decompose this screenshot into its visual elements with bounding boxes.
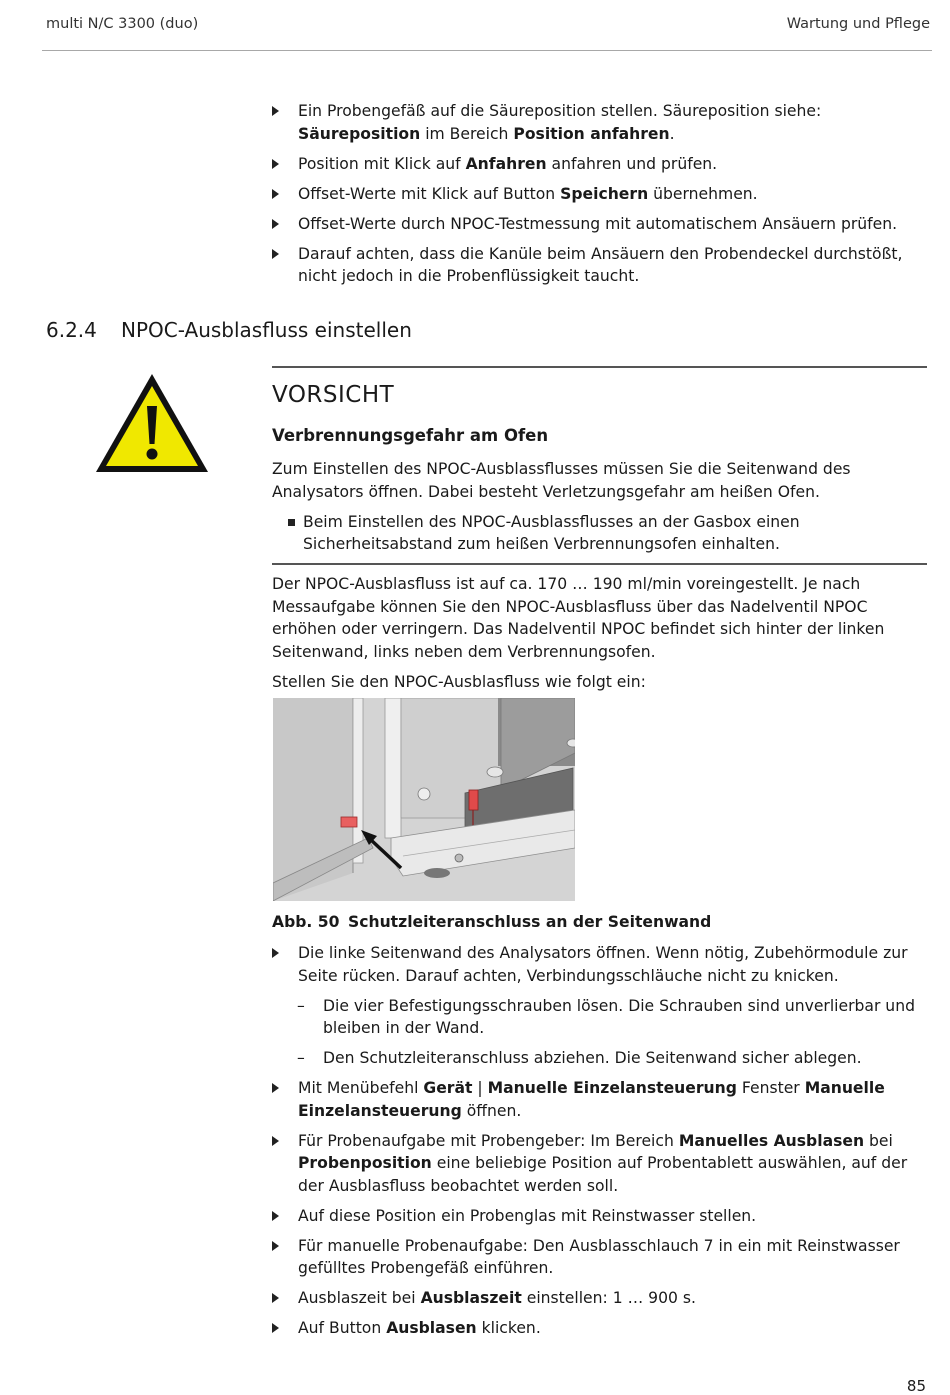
step-emphasis: Anfahren — [465, 154, 547, 173]
substep-item — [272, 995, 928, 1040]
step-item — [272, 1235, 928, 1280]
device-sidewall-illustration — [273, 698, 575, 901]
step-run: Offset-Werte mit Klick auf Button — [298, 184, 561, 203]
header-divider — [42, 50, 932, 51]
warning-body — [272, 458, 928, 556]
warning-bullet-text: Beim Einstellen des NPOC-Ausblassflusses an der Gasbox einen Sicherheitsabstand zum heißen Verbrennungsofen einhalten. — [303, 512, 800, 553]
intro-block — [272, 573, 928, 701]
arrow-bullet-icon — [272, 249, 279, 259]
step-run: Für Probenaufgabe mit Probengeber: Im Bereich — [298, 1131, 679, 1150]
step-run: Fenster — [736, 1079, 805, 1097]
step-run: Auf diese Position ein Probenglas mit Reinstwasser stellen. — [298, 1206, 757, 1225]
arrow-bullet-icon — [272, 106, 279, 116]
arrow-bullet-icon — [272, 159, 279, 169]
step-item — [272, 213, 928, 236]
warning-top-rule — [272, 366, 927, 368]
step-run: Offset-Werte durch NPOC-Testmessung mit automatischem Ansäuern prüfen. — [298, 214, 898, 233]
arrow-bullet-icon — [272, 1211, 279, 1221]
step-emphasis: Ausblaszeit — [420, 1289, 522, 1307]
step-run: anfahren und prüfen. — [546, 154, 718, 173]
step-text — [298, 245, 902, 286]
step-run: bei — [864, 1131, 893, 1150]
step-item — [272, 100, 928, 145]
figure-number: Abb. 50 — [272, 913, 340, 931]
step-emphasis: Manuelles Ausblasen — [678, 1131, 865, 1150]
arrow-bullet-icon — [272, 189, 279, 199]
step-item — [272, 183, 928, 206]
warning-signal-word: VORSICHT — [272, 382, 395, 408]
step-run: Ausblaszeit bei — [298, 1289, 421, 1307]
top-step-list — [272, 100, 928, 295]
step-run: klicken. — [476, 1319, 541, 1337]
step-text — [298, 155, 717, 173]
running-header-title: multi N/C 3300 (duo) — [46, 16, 199, 32]
figure-caption-text: Schutzleiteranschluss an der Seitenwand — [348, 913, 712, 931]
step-text — [298, 1079, 885, 1120]
section-number: 6.2.4 — [46, 318, 97, 342]
step-run: | — [472, 1079, 488, 1097]
arrow-bullet-icon — [272, 1323, 279, 1333]
step-item — [272, 942, 928, 987]
page-number: 85 — [906, 1377, 926, 1395]
step-item — [272, 1205, 928, 1228]
warning-bottom-rule — [272, 563, 927, 565]
section-heading — [46, 318, 412, 342]
warning-subtitle: Verbrennungsgefahr am Ofen — [272, 426, 549, 445]
running-header-chapter: Wartung und Pflege — [786, 16, 930, 32]
step-text — [298, 1132, 907, 1195]
step-run: Auf Button — [298, 1319, 387, 1337]
step-run: im Bereich — [420, 124, 514, 143]
step-item — [272, 1130, 928, 1198]
step-run: Für manuelle Probenaufgabe: Den Ausblasschlauch 7 in ein mit Reinstwasser gefülltes Probengefäß einführen. — [298, 1236, 900, 1277]
substep-text: Die vier Befestigungsschrauben lösen. Die Schrauben sind unverlierbar und bleiben in der Wand. — [323, 996, 915, 1037]
step-emphasis: Probenposition — [298, 1154, 432, 1172]
step-text — [298, 1237, 900, 1278]
warning-bullet — [272, 511, 928, 556]
step-emphasis: Speichern — [560, 184, 649, 203]
figure-caption — [272, 913, 711, 931]
step-item — [272, 1317, 928, 1340]
arrow-bullet-icon — [272, 219, 279, 229]
step-emphasis: Gerät — [423, 1079, 473, 1097]
step-text — [298, 1289, 696, 1307]
step-text: Die linke Seitenwand des Analysators öffnen. Wenn nötig, Zubehörmodule zur Seite rücken. Darauf achten, Verbindungsschläuche nicht zu knicken. — [298, 944, 908, 985]
step-run: eine beliebige Position auf Probentablett auswählen, auf der der Ausblasfluss beobachtet werden soll. — [298, 1154, 908, 1195]
step-text — [298, 102, 821, 143]
step-item — [272, 1287, 928, 1310]
step-text — [298, 1319, 541, 1337]
arrow-bullet-icon — [272, 948, 279, 958]
step-item — [272, 1077, 928, 1122]
section-title: NPOC-Ausblasfluss einstellen — [121, 318, 412, 342]
step-item — [272, 153, 928, 176]
dash-bullet: – — [297, 1049, 305, 1067]
substep-text: Den Schutzleiteranschluss abziehen. Die Seitenwand sicher ablegen. — [323, 1049, 862, 1067]
step-run: . — [669, 124, 675, 143]
step-emphasis: Ausblasen — [386, 1319, 477, 1337]
intro-paragraph: Der NPOC-Ausblasfluss ist auf ca. 170 … 190 ml/min voreingestellt. Je nach Messaufgabe können Sie den NPOC-Ausblasfluss über das Nadelventil NPOC erhöhen oder verringern. Das Nadelventil NPOC befindet sich hinter der linken Seitenwand, links neben dem Verbrennungsofen. — [272, 575, 885, 661]
step-run: übernehmen. — [648, 184, 758, 203]
figure-image — [273, 698, 575, 901]
step-run: Position mit Klick auf — [298, 154, 466, 173]
arrow-bullet-icon — [272, 1083, 279, 1093]
dash-bullet: – — [297, 996, 305, 1015]
step-emphasis: Manuelle Einzelansteuerung — [298, 1079, 885, 1120]
step-text — [298, 1207, 756, 1225]
warning-text: Zum Einstellen des NPOC-Ausblassflusses müssen Sie die Seitenwand des Analysators öffnen. Dabei besteht Verletzungsgefahr am heißen Ofen. — [272, 460, 851, 501]
step-run: öffnen. — [461, 1101, 522, 1120]
step-run: Darauf achten, dass die Kanüle beim Ansäuern den Probendeckel durchstößt, nicht jedoch in die Probenflüssigkeit taucht. — [298, 244, 903, 285]
step-emphasis: Säureposition — [298, 124, 421, 143]
lead-paragraph: Stellen Sie den NPOC-Ausblasfluss wie folgt ein: — [272, 672, 646, 691]
step-item — [272, 243, 928, 288]
substep-item — [272, 1047, 928, 1070]
remaining-steps — [272, 1077, 928, 1340]
step-text — [298, 185, 758, 203]
step-text — [298, 215, 897, 233]
step-run: Mit Menübefehl — [298, 1079, 424, 1097]
warning-triangle-icon — [92, 370, 212, 476]
arrow-bullet-icon — [272, 1293, 279, 1303]
arrow-bullet-icon — [272, 1136, 279, 1146]
step-emphasis: Manuelle Einzelansteuerung — [487, 1079, 737, 1097]
procedure-list — [272, 942, 928, 1347]
step-run: einstellen: 1 … 900 s. — [521, 1289, 696, 1307]
square-bullet-icon — [288, 519, 295, 526]
arrow-bullet-icon — [272, 1241, 279, 1251]
step-emphasis: Position anfahren — [513, 124, 670, 143]
step-run: Ein Probengefäß auf die Säureposition stellen. Säureposition siehe: — [298, 102, 822, 120]
